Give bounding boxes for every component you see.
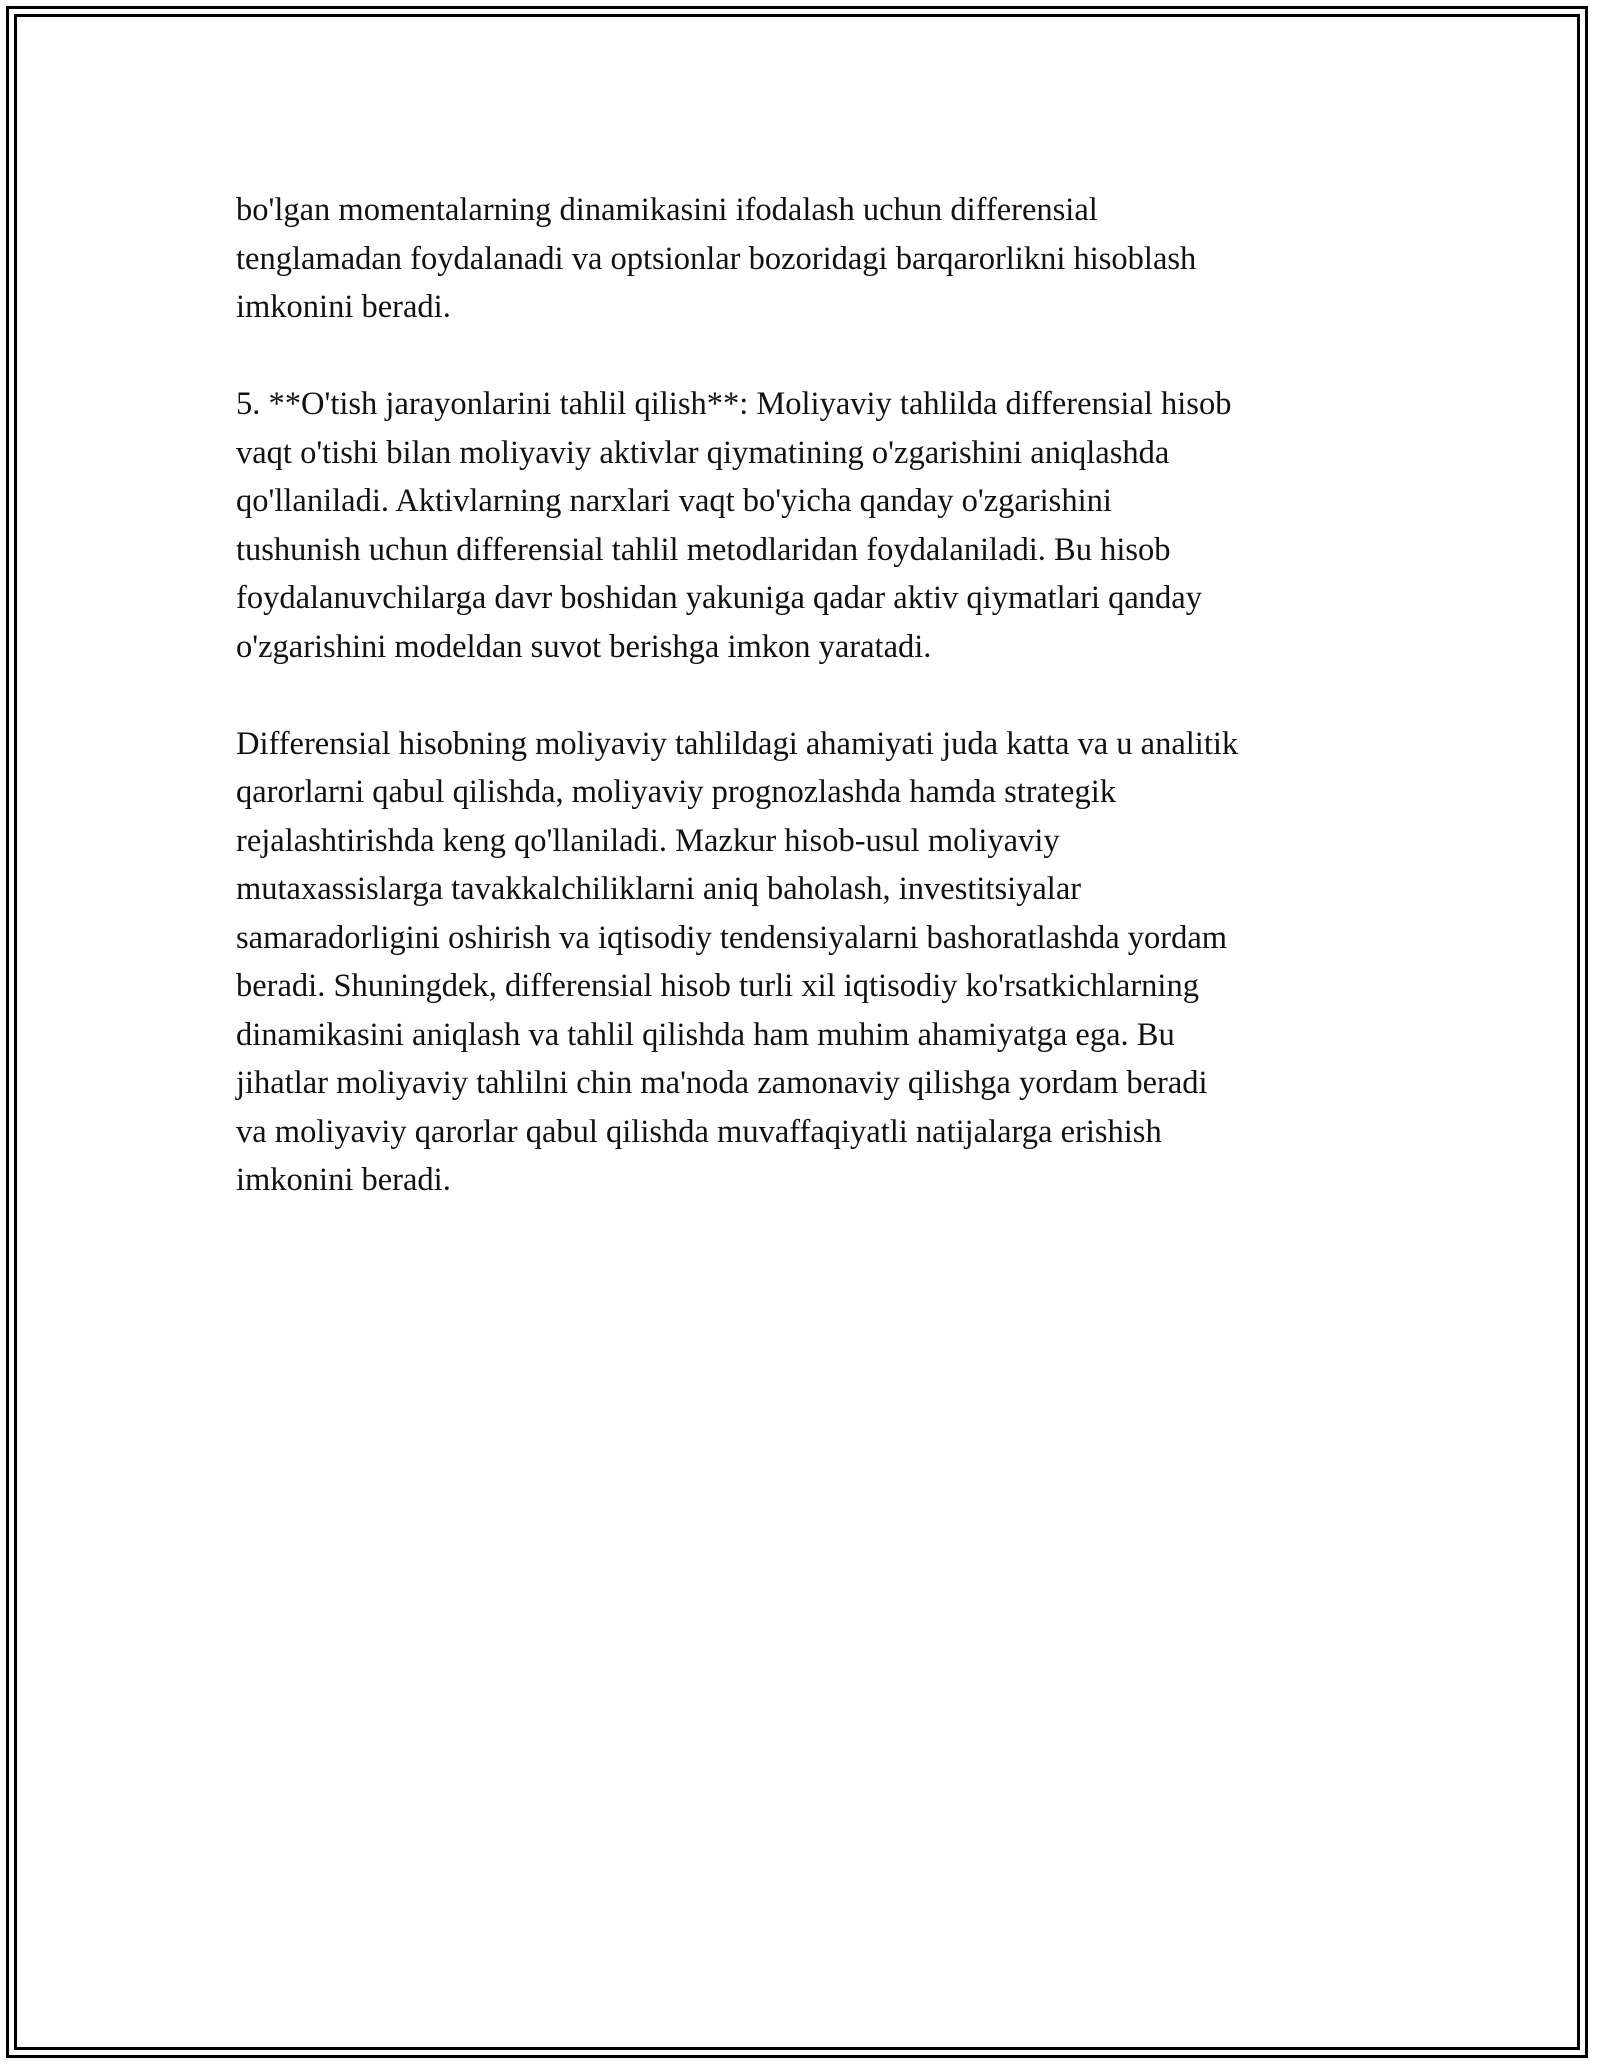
document-body: [236, 186, 1376, 1205]
paragraph-transition-analysis: 5. **O'tish jarayonlarini tahlil qilish**: Moliyaviy tahlilda differensial hisob vaqt o'tishi bilan moliyaviy aktivlar qiymatining o'zgarishini aniqlashda qo'llaniladi. Aktivlarning narxlari vaqt bo'yicha qanday o'zgarishini tushunish uchun differensial tahlil metodlaridan foydalaniladi. Bu hisob foydalanuvchilarga davr boshidan yakuniga qadar aktiv qiymatlari qanday o'zgarishini modeldan suvot berishga imkon yaratadi.: [236, 386, 1232, 665]
paragraph-conclusion: Differensial hisobning moliyaviy tahlildagi ahamiyati juda katta va u analitik qarorlarni qabul qilishda, moliyaviy prognozlashda hamda strategik rejalashtirishda keng qo'llaniladi. Mazkur hisob-usul moliyaviy mutaxassislarga tavakkalchiliklarni aniq baholash, investitsiyalar samaradorligini oshirish va iqtisodiy tendensiyalarni bashoratlashda yordam beradi. Shuningdek, differensial hisob turli xil iqtisodiy ko'rsatkichlarning dinamikasini aniqlash va tahlil qilishda ham muhim ahamiyatga ega. Bu jihatlar moliyaviy tahlilni chin ma'noda zamonaviy qilishga yordam beradi va moliyaviy qarorlar qabul qilishda muvaffaqiyatli natijalarga erishish imkonini beradi.: [236, 725, 1239, 1198]
paragraph-continuation: bo'lgan momentalarning dinamikasini ifodalash uchun differensial tenglamadan foydalanadi va optsionlar bozoridagi barqarorlikni hisoblash imkonini beradi.: [236, 192, 1197, 325]
